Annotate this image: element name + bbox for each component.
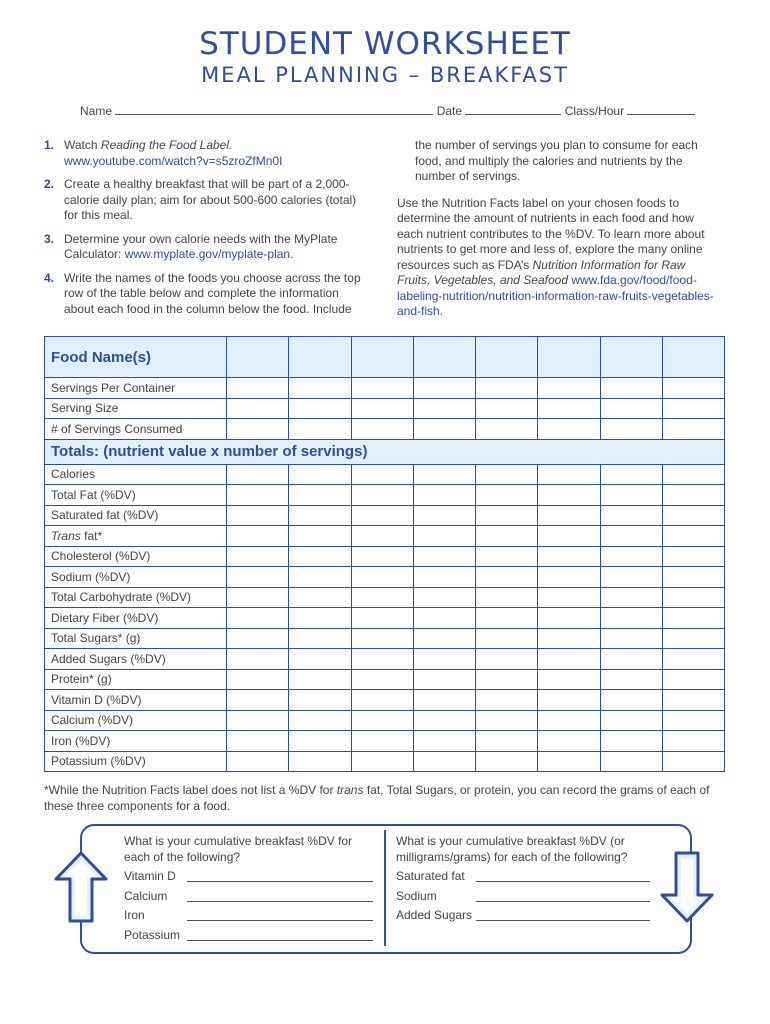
fill-in-line[interactable] [476,869,650,882]
entry-cell[interactable] [600,546,662,567]
entry-cell[interactable] [600,608,662,629]
footnote: *While the Nutrition Facts label does not list a %DV for trans fat, Total Sugars, or protein, you can record the grams of each of these three components for a food. [44,783,710,813]
step-2: 2. Create a healthy breakfast that will be part of a 2,000-calorie daily plan; aim for about 500-600 calories (total) for this meal. [44,177,357,222]
table-row [45,690,725,711]
entry-cell[interactable] [413,669,475,690]
entry-cell[interactable] [476,485,538,506]
entry-cell[interactable] [289,505,351,526]
entry-cell[interactable] [351,485,413,506]
entry-cell[interactable] [227,608,289,629]
entry-cell[interactable] [289,526,351,547]
item-label: Potassium [124,927,181,942]
entry-cell[interactable] [476,505,538,526]
entry-cell[interactable] [600,690,662,711]
entry-cell[interactable] [600,587,662,608]
entry-cell[interactable] [662,587,724,608]
entry-cell[interactable] [600,419,662,440]
table-row [45,419,725,440]
table-row [45,608,725,629]
entry-cell[interactable] [662,378,724,399]
table-row [45,751,725,772]
table-row-trans-fat [45,526,725,547]
entry-cell[interactable] [662,690,724,711]
name-field[interactable] [115,114,433,115]
entry-cell[interactable] [662,337,724,378]
entry-cell[interactable] [476,567,538,588]
table-row [45,464,725,485]
fill-in-item [396,889,437,903]
entry-cell[interactable] [351,649,413,670]
entry-cell[interactable] [227,546,289,567]
entry-cell[interactable] [289,751,351,772]
entry-cell[interactable] [600,731,662,752]
entry-cell[interactable] [662,464,724,485]
entry-cell[interactable] [600,669,662,690]
entry-cell[interactable] [289,608,351,629]
entry-cell[interactable] [227,505,289,526]
fill-in-line[interactable] [187,889,373,902]
entry-cell[interactable] [227,419,289,440]
entry-cell[interactable] [600,378,662,399]
entry-cell[interactable] [538,669,600,690]
nutrition-table [44,336,725,772]
entry-cell[interactable] [413,731,475,752]
entry-cell[interactable] [413,378,475,399]
arrow-down-icon [660,851,714,923]
entry-cell[interactable] [351,669,413,690]
entry-cell[interactable] [289,710,351,731]
entry-cell[interactable] [227,464,289,485]
row-label: Total Fat (%DV) [45,485,227,506]
entry-cell[interactable] [600,526,662,547]
entry-cell[interactable] [476,710,538,731]
entry-cell[interactable] [351,710,413,731]
entry-cell[interactable] [413,587,475,608]
entry-cell[interactable] [538,419,600,440]
fill-in-item [396,908,472,922]
item-label: Calcium [124,888,168,903]
entry-cell[interactable] [538,526,600,547]
fill-in-line[interactable] [187,928,373,941]
fill-in-line[interactable] [476,889,650,902]
entry-cell[interactable] [476,751,538,772]
step-3: 3. Determine your own calorie needs with the MyPlate Calculator: www.myplate.gov/myplate-plan. [44,231,338,261]
fill-in-line[interactable] [476,908,650,921]
entry-cell[interactable] [476,398,538,419]
entry-cell[interactable] [227,751,289,772]
step-4: 4. Write the names of the foods you choose across the top row of the table below and complete the information about each food in the column below the food. Include [44,270,361,316]
row-label: Calories [45,464,227,485]
entry-cell[interactable] [600,649,662,670]
entry-cell[interactable] [351,378,413,399]
entry-cell[interactable] [476,546,538,567]
row-label: Trans fat* [45,526,227,547]
entry-cell[interactable] [662,567,724,588]
entry-cell[interactable] [662,546,724,567]
name-date-class-line [80,104,695,118]
entry-cell[interactable] [662,419,724,440]
entry-cell[interactable] [662,485,724,506]
entry-cell[interactable] [476,587,538,608]
entry-cell[interactable] [289,419,351,440]
entry-cell[interactable] [351,731,413,752]
myplate-link[interactable]: www.myplate.gov/myplate-plan [124,247,291,261]
entry-cell[interactable] [538,378,600,399]
right-question: What is your cumulative breakfast %DV (or milligrams/grams) for each of the following? [396,834,628,864]
entry-cell[interactable] [600,628,662,649]
entry-cell[interactable] [662,649,724,670]
entry-cell[interactable] [227,567,289,588]
entry-cell[interactable] [289,669,351,690]
item-label: Sodium [396,888,437,903]
fill-in-item [124,908,145,922]
entry-cell[interactable] [351,337,413,378]
entry-cell[interactable] [600,505,662,526]
entry-cell[interactable] [227,690,289,711]
entry-cell[interactable] [538,628,600,649]
entry-cell[interactable] [538,546,600,567]
totals-row [45,439,725,464]
entry-cell[interactable] [413,398,475,419]
row-label: Sodium (%DV) [45,567,227,588]
entry-cell[interactable] [413,464,475,485]
entry-cell[interactable] [413,419,475,440]
entry-cell[interactable] [538,649,600,670]
item-label: Saturated fat [396,869,465,883]
entry-cell[interactable] [351,419,413,440]
entry-cell[interactable] [662,751,724,772]
entry-cell[interactable] [538,710,600,731]
entry-cell[interactable] [600,337,662,378]
instructions-left [44,138,369,325]
entry-cell[interactable] [476,337,538,378]
table-row [45,649,725,670]
table-row [45,485,725,506]
entry-cell[interactable] [600,464,662,485]
row-label: Totals: (nutrient value x number of servings) [45,439,725,464]
entry-cell[interactable] [289,546,351,567]
entry-cell[interactable] [413,526,475,547]
entry-cell[interactable] [413,337,475,378]
arrow-up-icon [54,851,108,923]
entry-cell[interactable] [538,690,600,711]
fill-in-item [124,928,180,942]
class-label: Class/Hour [564,104,625,118]
youtube-link[interactable]: www.youtube.com/watch?v=s5zroZfMn0I [64,153,283,168]
entry-cell[interactable] [351,567,413,588]
entry-cell[interactable] [662,608,724,629]
entry-cell[interactable] [476,419,538,440]
entry-cell[interactable] [538,567,600,588]
entry-cell[interactable] [413,649,475,670]
entry-cell[interactable] [538,485,600,506]
entry-cell[interactable] [289,587,351,608]
fill-in-line[interactable] [187,869,373,882]
entry-cell[interactable] [662,398,724,419]
entry-cell[interactable] [227,731,289,752]
row-label: Vitamin D (%DV) [45,690,227,711]
entry-cell[interactable] [227,526,289,547]
row-label: Total Carbohydrate (%DV) [45,587,227,608]
entry-cell[interactable] [351,751,413,772]
entry-cell[interactable] [227,587,289,608]
item-label: Vitamin D [124,869,176,883]
entry-cell[interactable] [289,464,351,485]
entry-cell[interactable] [538,398,600,419]
entry-cell[interactable] [351,526,413,547]
entry-cell[interactable] [289,485,351,506]
entry-cell[interactable] [476,669,538,690]
table-row [45,505,725,526]
entry-cell[interactable] [227,337,289,378]
row-label: Dietary Fiber (%DV) [45,608,227,629]
entry-cell[interactable] [351,587,413,608]
entry-cell[interactable] [351,628,413,649]
row-label: Cholesterol (%DV) [45,546,227,567]
entry-cell[interactable] [662,669,724,690]
entry-cell[interactable] [538,608,600,629]
row-label: Total Sugars* (g) [45,628,227,649]
entry-cell[interactable] [538,464,600,485]
entry-cell[interactable] [476,526,538,547]
entry-cell[interactable] [227,398,289,419]
entry-cell[interactable] [351,690,413,711]
entry-cell[interactable] [351,608,413,629]
entry-cell[interactable] [289,337,351,378]
entry-cell[interactable] [289,690,351,711]
table-row [45,731,725,752]
entry-cell[interactable] [600,398,662,419]
entry-cell[interactable] [538,731,600,752]
left-question: What is your cumulative breakfast %DV for each of the following? [124,834,353,864]
entry-cell[interactable] [351,398,413,419]
entry-cell[interactable] [413,710,475,731]
entry-cell[interactable] [476,464,538,485]
entry-cell[interactable] [476,649,538,670]
entry-cell[interactable] [413,505,475,526]
entry-cell[interactable] [289,378,351,399]
entry-cell[interactable] [413,608,475,629]
entry-cell[interactable] [476,731,538,752]
date-label: Date [436,104,463,118]
name-label: Name [80,104,113,118]
entry-cell[interactable] [476,690,538,711]
entry-cell[interactable] [227,485,289,506]
resources-paragraph: Use the Nutrition Facts label on your chosen foods to determine the amount of nutrients in each food and how each nutrient contributes to the %DV. To learn more about nutrients to get more and less of, explore the many online resources such as FDA’s Nutrition Information for Raw Fruits, Vegetables, and Seafood www.fda.gov/food/food-labeling-nutrition/nutrition-information-raw-fruits-vegetables-and-fish. [397,195,714,318]
box-divider [384,830,386,946]
entry-cell[interactable] [600,751,662,772]
entry-cell[interactable] [538,587,600,608]
row-label: Food Name(s) [45,337,227,378]
class-field[interactable] [627,114,695,115]
entry-cell[interactable] [289,649,351,670]
entry-cell[interactable] [538,337,600,378]
entry-cell[interactable] [227,378,289,399]
table-row [45,628,725,649]
row-label: Saturated fat (%DV) [45,505,227,526]
step-4-continued: the number of servings you plan to consume for each food, and multiply the calories and nutrients by the number of servings. [415,138,698,183]
entry-cell[interactable] [289,398,351,419]
table-row [45,710,725,731]
table-row [45,546,725,567]
table-row [45,669,725,690]
entry-cell[interactable] [600,710,662,731]
entry-cell[interactable] [600,485,662,506]
fill-in-item [396,869,465,883]
row-label: Serving Size [45,398,227,419]
table-row [45,587,725,608]
worksheet-title: STUDENT WORKSHEET [199,26,571,62]
date-field[interactable] [465,114,561,115]
table-row [45,567,725,588]
entry-cell[interactable] [600,567,662,588]
entry-cell[interactable] [662,710,724,731]
item-label: Iron [124,908,145,922]
step-1: 1. Watch Reading the Food Label. www.youtube.com/watch?v=s5zroZfMn0I [44,138,283,168]
table-row [45,378,725,399]
fill-in-item [124,889,167,903]
entry-cell[interactable] [351,464,413,485]
entry-cell[interactable] [351,505,413,526]
entry-cell[interactable] [289,731,351,752]
entry-cell[interactable] [476,378,538,399]
entry-cell[interactable] [413,567,475,588]
row-label: Added Sugars (%DV) [45,649,227,670]
entry-cell[interactable] [351,546,413,567]
fda-link[interactable]: www.fda.gov/food/food-labeling-nutrition/nutrition-information-raw-fruits-vegetables-and-fish [397,273,714,318]
entry-cell[interactable] [227,628,289,649]
item-label: Added Sugars [396,908,473,922]
entry-cell[interactable] [289,628,351,649]
entry-cell[interactable] [476,608,538,629]
entry-cell[interactable] [662,505,724,526]
entry-cell[interactable] [662,526,724,547]
row-label: Potassium (%DV) [45,751,227,772]
entry-cell[interactable] [662,628,724,649]
food-name-row [45,337,725,378]
row-label: # of Servings Consumed [45,419,227,440]
entry-cell[interactable] [662,731,724,752]
entry-cell[interactable] [538,505,600,526]
row-label: Servings Per Container [45,378,227,399]
fill-in-line[interactable] [187,908,373,921]
entry-cell[interactable] [413,751,475,772]
entry-cell[interactable] [289,567,351,588]
entry-cell[interactable] [227,710,289,731]
entry-cell[interactable] [413,628,475,649]
entry-cell[interactable] [413,485,475,506]
row-label: Calcium (%DV) [45,710,227,731]
entry-cell[interactable] [413,546,475,567]
entry-cell[interactable] [227,649,289,670]
entry-cell[interactable] [413,690,475,711]
fill-in-item [124,869,176,883]
instructions-right [397,138,719,328]
worksheet-subtitle: MEAL PLANNING – BREAKFAST [201,63,569,87]
table-row [45,398,725,419]
entry-cell[interactable] [476,628,538,649]
entry-cell[interactable] [538,751,600,772]
row-label: Protein* (g) [45,669,227,690]
entry-cell[interactable] [227,669,289,690]
row-label: Iron (%DV) [45,731,227,752]
